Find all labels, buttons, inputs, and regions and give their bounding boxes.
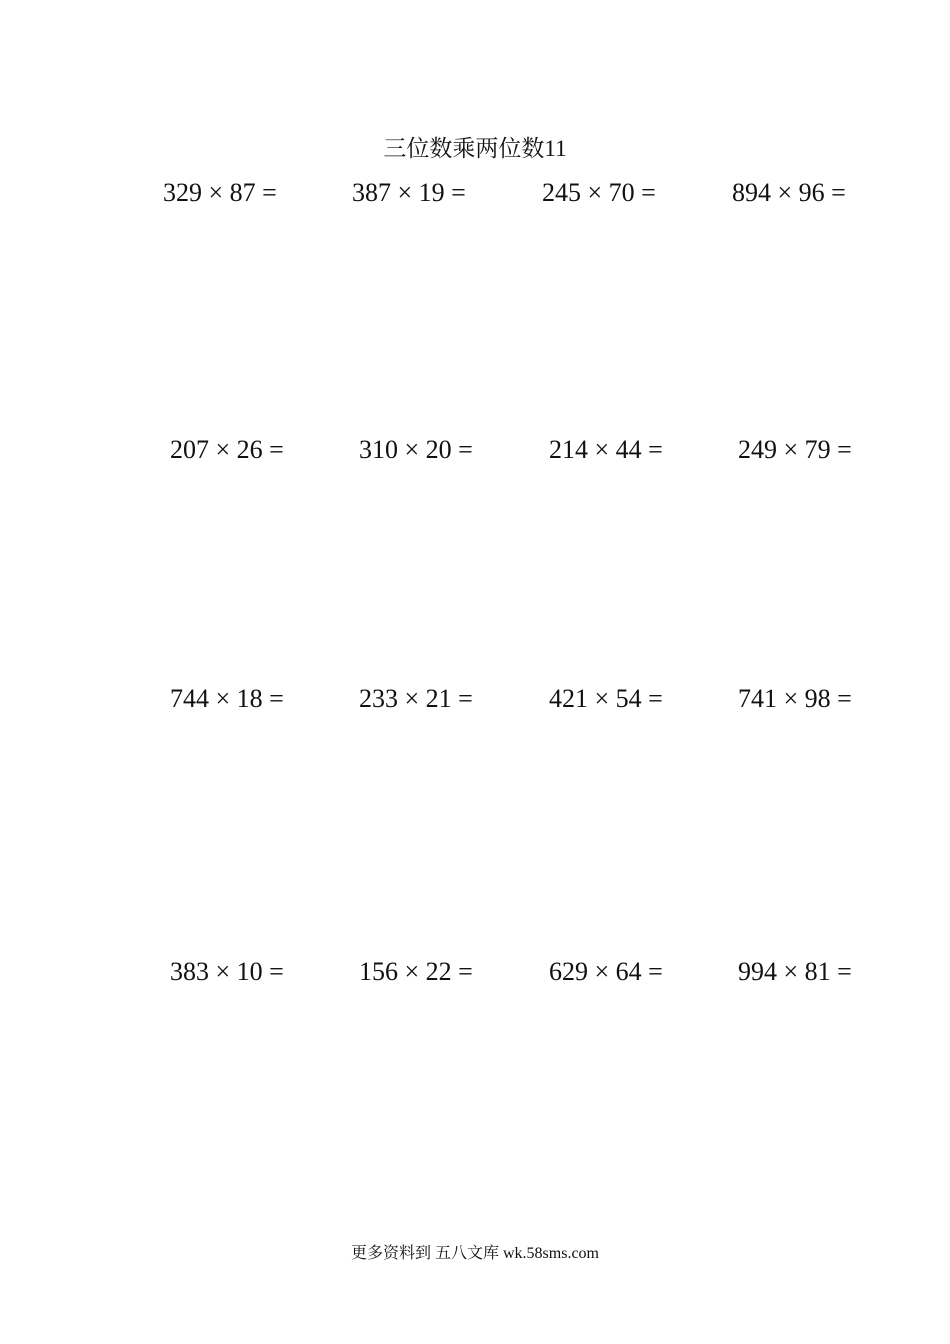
- problem-3-3: 421 × 54 =: [549, 684, 663, 713]
- problem-2-3: 214 × 44 =: [549, 435, 663, 464]
- problem-1-2: 387 × 19 =: [352, 178, 466, 207]
- problem-1-1: 329 × 87 =: [163, 178, 277, 207]
- problem-3-1: 744 × 18 =: [170, 684, 284, 713]
- problem-4-3: 629 × 64 =: [549, 957, 663, 986]
- problem-row-4: [0, 955, 950, 989]
- problem-row-3: [0, 682, 950, 716]
- problem-1-4: 894 × 96 =: [732, 178, 846, 207]
- problem-4-2: 156 × 22 =: [359, 957, 473, 986]
- problem-1-3: 245 × 70 =: [542, 178, 656, 207]
- problem-4-1: 383 × 10 =: [170, 957, 284, 986]
- problem-row-2: [0, 433, 950, 467]
- problem-2-4: 249 × 79 =: [738, 435, 852, 464]
- problem-3-2: 233 × 21 =: [359, 684, 473, 713]
- page-title: 三位数乘两位数11: [383, 136, 567, 161]
- footer-text: 更多资料到 五八文库 wk.58sms.com: [350, 1245, 599, 1262]
- problem-3-4: 741 × 98 =: [738, 684, 852, 713]
- problem-2-2: 310 × 20 =: [359, 435, 473, 464]
- problem-4-4: 994 × 81 =: [738, 957, 852, 986]
- problem-row-1: [0, 176, 950, 210]
- problem-2-1: 207 × 26 =: [170, 435, 284, 464]
